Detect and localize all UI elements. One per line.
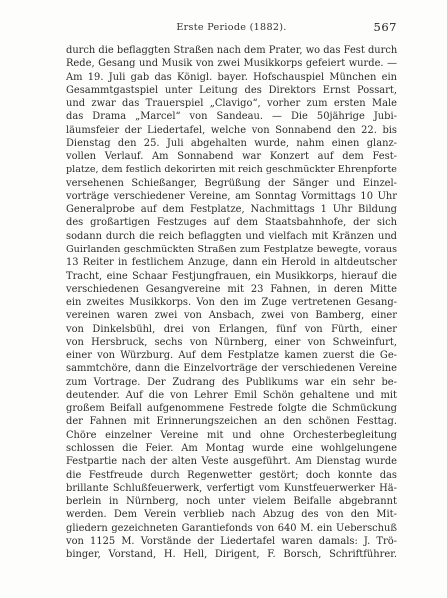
text-line: sammtchöre, dann die Einzelvorträge der verschiedenen Vereine xyxy=(66,363,397,375)
text-line: von Dinkelsbühl, drei von Erlangen, fünf von Fürth, einer xyxy=(66,323,397,335)
text-line: platze, dem festlich dekorirten mit reich geschmückter Ehrenpforte xyxy=(66,164,397,176)
text-line: die Festfreude durch Regenwetter gestört; doch konnte das xyxy=(66,469,397,481)
text-line: vorträge verschiedener Vereine, am Sonntag Vormittags 10 Uhr xyxy=(66,190,397,202)
text-line: schlossen die Feier. Am Montag wurde eine wohlgelungene xyxy=(66,442,397,454)
text-line: brillante Schlußfeuerwerk, verfertigt vom Kunstfeuerwerker Hä- xyxy=(66,482,397,494)
text-line: sodann durch die reich beflaggten und vielfach mit Kränzen und xyxy=(66,230,397,242)
text-line: des großartigen Festzuges auf dem Staatsbahnhofe, der sich xyxy=(66,217,397,229)
text-line: Dienstag den 25. Juli abgehalten wurde, nahm einen glanz- xyxy=(66,137,397,149)
text-line: das Drama „Marcel“ von Sandeau. — Die 50jährige Jubi- xyxy=(66,111,397,123)
text-line: berlein in Nürnberg, noch unter vielem Beifalle abgebrannt xyxy=(66,496,397,508)
text-line: Tracht, eine Schaar Festjungfrauen, ein Musikkorps, hierauf die xyxy=(66,270,397,282)
text-line: von Hersbruck, sechs von Nürnberg, einer von Schweinfurt, xyxy=(66,336,397,348)
body-text xyxy=(66,44,397,561)
text-line: von 1125 M. Vorstände der Liedertafel waren damals: J. Trö- xyxy=(66,535,397,547)
text-line: Festpartie nach der alten Veste ausgeführt. Am Dienstag wurde xyxy=(66,456,397,468)
text-line: verschiedenen Gesangvereine mit 23 Fahnen, in deren Mitte xyxy=(66,283,397,295)
text-line: versehenen Schießanger, Begrüßung der Sänger und Einzel- xyxy=(66,177,397,189)
text-line: läumsfeier der Liedertafel, welche von Sonnabend den 22. bis xyxy=(66,124,397,136)
text-line: Gesammtgastspiel unter Leitung des Direktors Ernst Possart, xyxy=(66,84,397,96)
running-title: Erste Periode (1882). xyxy=(176,22,287,33)
text-line: zum Vortrage. Der Zudrang des Publikums war ein sehr be- xyxy=(66,376,397,388)
text-line: gliedern gezeichneten Garantiefonds von 640 M. ein Ueberschuß xyxy=(66,522,397,534)
text-line: der Fahnen mit Erinnerungszeichen an den schönen Festtag. xyxy=(66,416,397,428)
text-line: vollen Verlauf. Am Sonnabend war Konzert auf dem Fest- xyxy=(66,151,397,163)
text-line: binger, Vorstand, H. Hell, Dirigent, F. Borsch, Schriftführer. xyxy=(66,549,397,561)
text-line: Generalprobe auf dem Festplatze, Nachmittags 1 Uhr Bildung xyxy=(66,204,397,216)
text-line: einer von Würzburg. Auf dem Festplatze kamen zuerst die Ge- xyxy=(66,350,397,362)
running-header xyxy=(66,22,397,38)
text-line: Rede, Gesang und Musik von zwei Musikkorps gefeiert wurde. — xyxy=(66,58,397,70)
page-number: 567 xyxy=(373,20,397,34)
text-line: vereinen waren zwei von Ansbach, zwei von Bamberg, einer xyxy=(66,310,397,322)
text-line: und zwar das Trauerspiel „Clavigo“, vorher zum ersten Male xyxy=(66,98,397,110)
text-line: ein zweites Musikkorps. Von den im Zuge vertretenen Gesang- xyxy=(66,297,397,309)
text-line: durch die beflaggten Straßen nach dem Prater, wo das Fest durch xyxy=(66,45,397,56)
text-line: 13 Reiter in festlichem Anzuge, dann ein Herold in altdeutscher xyxy=(66,257,397,269)
text-line: großem Beifall aufgenommene Festrede folgte die Schmückung xyxy=(66,403,397,415)
text-line: werden. Dem Verein verblieb nach Abzug des von den Mit- xyxy=(66,509,397,521)
text-line: deutender. Auf die von Lehrer Emil Schön gehaltene und mit xyxy=(66,389,397,401)
text-line: Chöre einzelner Vereine mit und ohne Orchesterbegleitung xyxy=(66,429,397,441)
text-line: Guirlanden geschmückten Straßen zum Festplatze bewegte, voraus xyxy=(66,243,397,255)
text-line: Am 19. Juli gab das Königl. bayer. Hofschauspiel München ein xyxy=(66,71,397,83)
